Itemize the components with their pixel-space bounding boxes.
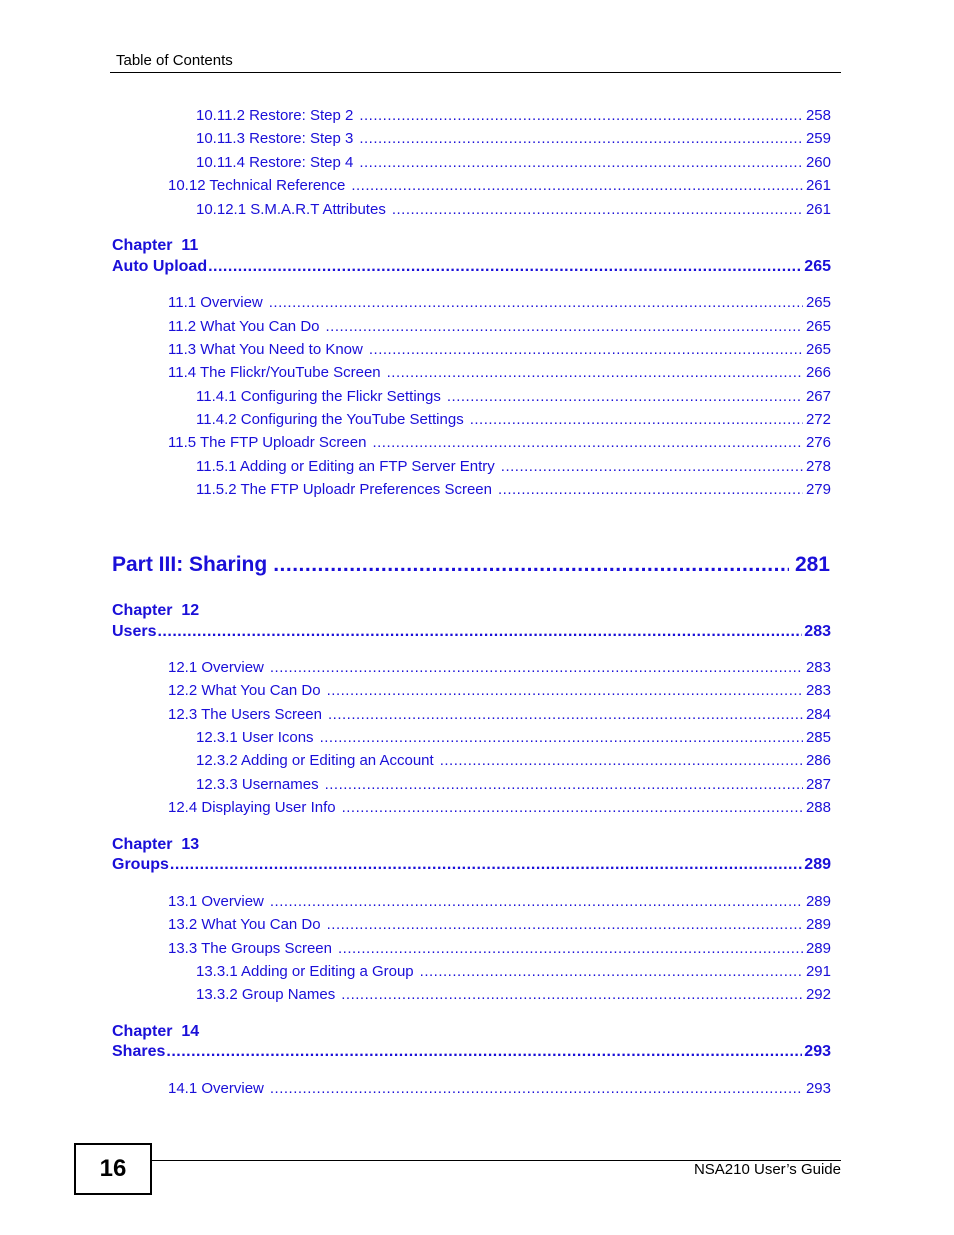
toc-entry-label: 11.5.2 The FTP Uploadr Preferences Screen	[196, 481, 492, 498]
toc-entry[interactable]	[196, 154, 831, 172]
dot-leader	[372, 434, 803, 452]
toc-entry[interactable]	[168, 341, 831, 359]
chapter-title-entry[interactable]	[112, 257, 831, 276]
running-header: Table of Contents	[116, 52, 233, 69]
toc-entry-page: 283	[805, 659, 831, 676]
dot-leader	[327, 916, 803, 934]
dot-leader	[369, 341, 803, 359]
toc-entry-label: 13.3.2 Group Names	[196, 986, 336, 1003]
toc-entry-label: 12.3.2 Adding or Editing an Account	[196, 752, 434, 769]
toc-entry-label: 13.3 The Groups Screen	[168, 940, 332, 957]
toc-entry-label: 14.1 Overview	[168, 1080, 264, 1097]
toc-entry-page: 286	[805, 752, 831, 769]
dot-leader	[157, 622, 802, 641]
dot-leader	[328, 706, 803, 724]
toc-entry-label: 10.12.1 S.M.A.R.T Attributes	[196, 201, 386, 218]
toc-entry-page: 283	[805, 682, 831, 699]
toc-entry-label: 11.3 What You Need to Know	[168, 341, 363, 358]
toc-entry-page: 289	[805, 893, 831, 910]
toc-entry-label: 13.2 What You Can Do	[168, 916, 321, 933]
toc-entry[interactable]	[196, 729, 831, 747]
toc-entry[interactable]	[168, 893, 831, 911]
chapter-title-entry[interactable]	[112, 855, 831, 874]
part-page: 281	[794, 553, 830, 576]
toc-entry-page: 276	[805, 434, 831, 451]
dot-leader	[327, 682, 803, 700]
dot-leader	[325, 776, 803, 794]
dot-leader	[208, 257, 802, 276]
dot-leader	[440, 752, 803, 770]
toc-entry[interactable]	[168, 659, 831, 677]
toc-entry-page: 261	[805, 201, 831, 218]
toc-entry[interactable]	[196, 963, 831, 981]
chapter-label[interactable]: Chapter 13	[112, 836, 200, 853]
toc-entry[interactable]	[196, 130, 831, 148]
toc-entry-page: 292	[805, 986, 831, 1003]
toc-entry-label: 13.3.1 Adding or Editing a Group	[196, 963, 414, 980]
chapter-page: 265	[804, 258, 831, 275]
chapter-label[interactable]: Chapter 14	[112, 1023, 200, 1040]
toc-entry-label: 12.3 The Users Screen	[168, 706, 322, 723]
dot-leader	[498, 481, 803, 499]
toc-entry-page: 259	[805, 130, 831, 147]
toc-entry-label: 12.4 Displaying User Info	[168, 799, 336, 816]
dot-leader	[326, 318, 803, 336]
dot-leader	[170, 855, 802, 874]
chapter-title: Groups	[112, 856, 169, 873]
toc-entry-page: 258	[805, 107, 831, 124]
toc-entry-label: 11.4 The Flickr/YouTube Screen	[168, 364, 381, 381]
toc-entry-page: 291	[805, 963, 831, 980]
chapter-page: 293	[804, 1043, 831, 1060]
toc-entry-page: 260	[805, 154, 831, 171]
toc-entry-page: 267	[805, 388, 831, 405]
guide-title: NSA210 User’s Guide	[693, 1161, 841, 1178]
dot-leader	[270, 1080, 803, 1098]
toc-entry-page: 265	[805, 294, 831, 311]
toc-entry[interactable]	[168, 434, 831, 452]
toc-entry[interactable]	[168, 916, 831, 934]
toc-entry-label: 12.3.1 User Icons	[196, 729, 314, 746]
toc-entry-page: 289	[805, 916, 831, 933]
toc-entry[interactable]	[168, 318, 831, 336]
chapter-label[interactable]: Chapter 12	[112, 602, 200, 619]
dot-leader	[270, 659, 803, 677]
dot-leader	[338, 940, 803, 958]
toc-entry-page: 279	[805, 481, 831, 498]
toc-entry-label: 11.1 Overview	[168, 294, 263, 311]
toc-entry-page: 266	[805, 364, 831, 381]
dot-leader	[470, 411, 803, 429]
toc-entry-label: 11.4.2 Configuring the YouTube Settings	[196, 411, 464, 428]
dot-leader	[359, 107, 803, 125]
dot-leader	[387, 364, 803, 382]
toc-entry-label: 11.5.1 Adding or Editing an FTP Server Entry	[196, 458, 495, 475]
dot-leader	[320, 729, 803, 747]
dot-leader	[447, 388, 803, 406]
toc-entry-page: 272	[805, 411, 831, 428]
dot-leader	[392, 201, 803, 219]
toc-entry[interactable]	[168, 682, 831, 700]
dot-leader	[166, 1042, 802, 1061]
toc-entry-label: 11.2 What You Can Do	[168, 318, 320, 335]
toc-entry-page: 293	[805, 1080, 831, 1097]
dot-leader	[420, 963, 803, 981]
toc-entry[interactable]	[168, 177, 831, 195]
dot-leader	[270, 893, 803, 911]
toc-entry-page: 288	[805, 799, 831, 816]
dot-leader	[273, 552, 789, 577]
page-number-box	[74, 1143, 152, 1195]
toc-entry-page: 284	[805, 706, 831, 723]
toc-entry-page: 265	[805, 318, 831, 335]
toc-entry-label: 12.1 Overview	[168, 659, 264, 676]
chapter-title-entry[interactable]	[112, 622, 831, 641]
toc-entry[interactable]	[168, 294, 831, 312]
chapter-title: Auto Upload	[112, 258, 208, 275]
dot-leader	[351, 177, 803, 195]
toc-entry-page: 265	[805, 341, 831, 358]
chapter-title-entry[interactable]	[112, 1042, 831, 1061]
part-title: Part III: Sharing	[112, 553, 268, 576]
toc-entry-page: 278	[805, 458, 831, 475]
toc-entry[interactable]	[196, 388, 831, 406]
toc-entry-page: 285	[805, 729, 831, 746]
part-title-entry[interactable]	[112, 552, 830, 577]
dot-leader	[341, 986, 803, 1004]
dot-leader	[359, 130, 803, 148]
toc-entry-label: 11.5 The FTP Uploadr Screen	[168, 434, 367, 451]
toc-entry[interactable]	[196, 986, 831, 1004]
toc-entry-label: 12.2 What You Can Do	[168, 682, 321, 699]
chapter-title: Users	[112, 623, 157, 640]
toc-entry-label: 10.11.4 Restore: Step 4	[196, 154, 354, 171]
chapter-label[interactable]: Chapter 11	[112, 237, 199, 254]
toc-entry[interactable]	[196, 201, 831, 219]
chapter-title: Shares	[112, 1043, 166, 1060]
toc-entry[interactable]	[168, 940, 831, 958]
toc-entry[interactable]	[196, 411, 831, 429]
dot-leader	[342, 799, 803, 817]
dot-leader	[359, 154, 803, 172]
toc-entry[interactable]	[168, 364, 831, 382]
toc-entry[interactable]	[168, 799, 831, 817]
toc-entry-label: 12.3.3 Usernames	[196, 776, 319, 793]
toc-entry-label: 10.12 Technical Reference	[168, 177, 346, 194]
page-number: 16	[99, 1155, 127, 1182]
dot-leader	[501, 458, 803, 476]
toc-entry[interactable]	[196, 107, 831, 125]
toc-entry[interactable]	[196, 481, 831, 499]
toc-entry-page: 289	[805, 940, 831, 957]
toc-entry[interactable]	[196, 752, 831, 770]
toc-entry[interactable]	[196, 776, 831, 794]
toc-entry-page: 261	[805, 177, 831, 194]
chapter-page: 289	[804, 856, 831, 873]
toc-entry[interactable]	[196, 458, 831, 476]
toc-entry-page: 287	[805, 776, 831, 793]
toc-entry-label: 10.11.2 Restore: Step 2	[196, 107, 354, 124]
toc-entry[interactable]	[168, 1080, 831, 1098]
toc-entry-label: 13.1 Overview	[168, 893, 264, 910]
toc-entry-label: 10.11.3 Restore: Step 3	[196, 130, 354, 147]
dot-leader	[269, 294, 803, 312]
chapter-page: 283	[804, 623, 831, 640]
toc-entry[interactable]	[168, 706, 831, 724]
toc-entry-label: 11.4.1 Configuring the Flickr Settings	[196, 388, 441, 405]
